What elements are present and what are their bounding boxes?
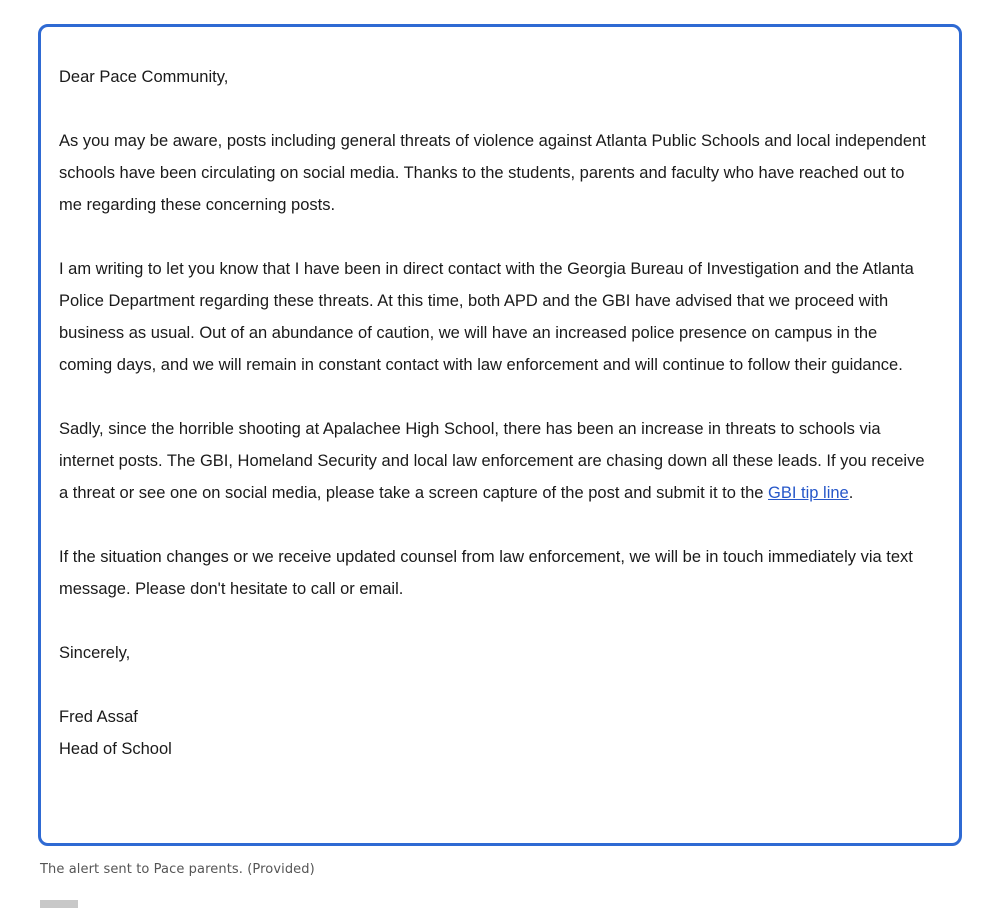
letter-paragraph-2: I am writing to let you know that I have been in direct contact with the Georgia Bureau of Investigation and the Atlanta Police Department regarding these threats. At this time, both APD and the GBI have advised that we proceed with business as usual. Out of an abundance of caution, we will have an increased police presence on campus in the coming days, and we will remain in constant contact with law enforcement and will continue to follow their guidance. <box>59 260 914 374</box>
letter-paragraph-1: As you may be aware, posts including general threats of violence against Atlanta Public Schools and local independent schools have been circulating on social media. Thanks to the students, parents and faculty who have reached out to me regarding these concerning posts. <box>59 132 926 214</box>
letter-closing: Sincerely, <box>59 644 131 662</box>
signature-title: Head of School <box>59 740 172 758</box>
image-caption: The alert sent to Pace parents. (Provided) <box>40 862 315 877</box>
signature-name: Fred Assaf <box>59 708 138 726</box>
letter-image-frame <box>38 24 962 846</box>
letter-body <box>59 61 929 765</box>
gbi-tip-line-link[interactable]: GBI tip line <box>768 484 849 502</box>
section-divider <box>40 900 78 908</box>
letter-paragraph-3 <box>59 413 929 509</box>
paragraph-3-end: . <box>848 484 854 502</box>
letter-greeting: Dear Pace Community, <box>59 68 229 86</box>
paragraph-3-text: Sadly, since the horrible shooting at Apalachee High School, there has been an increase in threats to schools via internet posts. The GBI, Homeland Security and local law enforcement are chasing down all these leads. If you receive a threat or see one on social media, please take a screen capture of the post and submit it to the <box>59 420 925 502</box>
letter-paragraph-4: If the situation changes or we receive updated counsel from law enforcement, we will be in touch immediately via text message. Please don't hesitate to call or email. <box>59 548 913 598</box>
